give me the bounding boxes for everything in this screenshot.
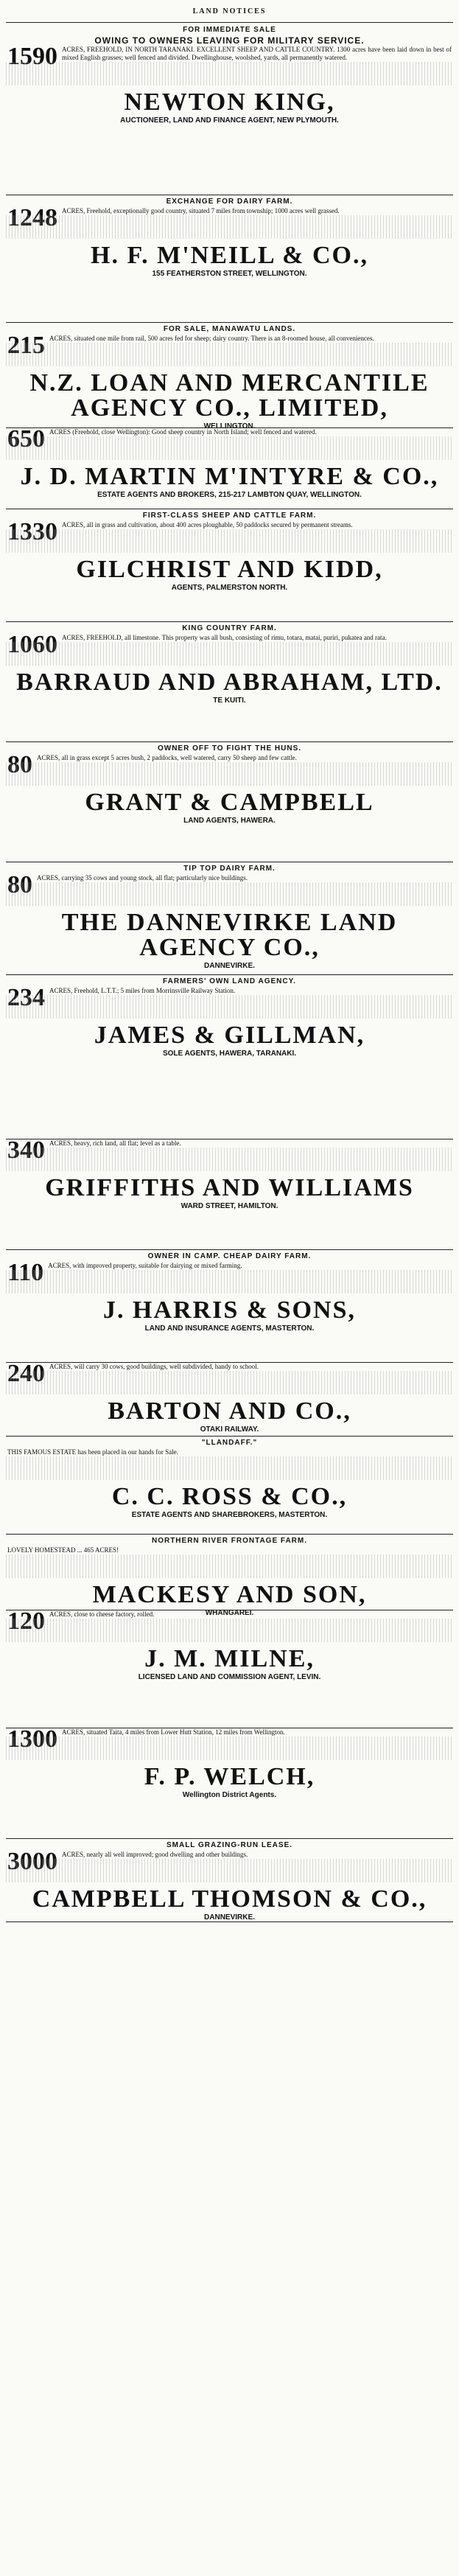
fine-print-block — [6, 1270, 453, 1294]
agent-name: GRANT & CAMPBELL — [85, 789, 374, 816]
fine-print-block — [6, 995, 453, 1019]
ad-text: LOVELY HOMESTEAD ... 465 ACRES! — [7, 1546, 119, 1554]
ad-body — [6, 631, 453, 658]
fine-print-block — [6, 1148, 453, 1171]
ads-column — [6, 26, 453, 1922]
fine-print-block — [6, 1736, 453, 1760]
agent-name: H. F. M'NEILL & CO., — [91, 242, 368, 269]
agent-address: WHANGAREI. — [205, 1609, 254, 1617]
fine-print-block — [6, 215, 453, 239]
agent-name: GILCHRIST AND KIDD, — [76, 556, 383, 583]
ad-heading: TIP TOP DAIRY FARM. — [183, 865, 276, 873]
acreage: 240 — [7, 1360, 45, 1387]
agent-address: LICENSED LAND AND COMMISSION AGENT, LEVIN. — [138, 1673, 321, 1681]
land-ad — [6, 1252, 453, 1363]
ad-text: ACRES, all in grass and cultivation, about 400 acres ploughable, 50 paddocks secured by permanent streams. — [62, 521, 353, 528]
acreage: 1060 — [7, 631, 57, 658]
acreage: 234 — [7, 984, 45, 1011]
ad-heading: "LLANDAFF." — [201, 1439, 258, 1447]
agent-address: AGENTS, PALMERSTON NORTH. — [171, 584, 288, 592]
agent-address: TE KUITI. — [213, 697, 246, 705]
ad-body — [6, 1448, 453, 1456]
agent-address: WELLINGTON. — [203, 422, 256, 430]
ad-text: ACRES, situated one mile from rail, 500 acres fed for sheep; dairy country. There is an 8-roomed house, all conveniences. — [49, 335, 374, 342]
agent-name: MACKESY AND SON, — [92, 1581, 367, 1608]
ad-text: ACRES, Freehold, L.T.T.; 5 miles from Morrinsville Railway Station. — [49, 987, 236, 994]
agent-address: AUCTIONEER, LAND AND FINANCE AGENT, NEW PLYMOUTH. — [120, 116, 339, 125]
ad-body — [6, 425, 453, 453]
ad-text: ACRES, Freehold, exceptionally good country, situated 7 miles from township; 1000 acres well grassed. — [62, 207, 340, 214]
ad-text: ACRES (Freehold, close Wellington): Good sheep country in North Island; well fenced and watered. — [49, 428, 317, 436]
ad-text: ACRES, FREEHOLD, IN NORTH TARANAKI. EXCELLENT SHEEP AND CATTLE COUNTRY. 1300 acres have been laid down in best of mixed English grasses; well fenced and divided. Dwellinghouse, woolshed, yards, all permanently watered. — [62, 46, 452, 61]
ad-body — [6, 1725, 453, 1753]
land-ad — [6, 1360, 453, 1437]
fine-print-block — [6, 1859, 453, 1882]
ad-body — [6, 43, 453, 70]
agent-name: F. P. WELCH, — [144, 1763, 315, 1790]
fine-print-block — [6, 1554, 453, 1578]
ad-text: ACRES, FREEHOLD, all limestone. This property was all bush, consisting of rimu, totara, matai, puriri, pukatea and rata. — [62, 634, 387, 641]
acreage: 80 — [7, 751, 32, 778]
acreage: 215 — [7, 332, 45, 359]
ad-text: ACRES, with improved property, suitable for dairying or mixed farming. — [48, 1262, 242, 1269]
land-ad — [6, 865, 453, 975]
ad-text: ACRES, situated Taita, 4 miles from Lower Hutt Station, 12 miles from Wellington. — [62, 1728, 285, 1736]
fine-print-block — [6, 1456, 453, 1480]
ad-body — [6, 518, 453, 545]
acreage: 120 — [7, 1608, 45, 1635]
land-ad — [6, 325, 453, 428]
ad-body — [6, 1360, 453, 1387]
land-ad — [6, 624, 453, 742]
ad-heading: SMALL GRAZING-RUN LEASE. — [166, 1841, 293, 1849]
ad-body — [6, 1137, 453, 1164]
ad-heading: NORTHERN RIVER FRONTAGE FARM. — [151, 1537, 308, 1545]
agent-name: J. D. MARTIN M'INTYRE & CO., — [20, 463, 439, 490]
ad-body — [6, 751, 453, 778]
acreage: 1248 — [7, 204, 57, 231]
agent-name: CAMPBELL THOMSON & CO., — [32, 1885, 427, 1913]
agent-address: Wellington District Agents. — [182, 1791, 277, 1799]
agent-address: 155 FEATHERSTON STREET, WELLINGTON. — [152, 270, 307, 278]
agent-name: J. M. MILNE, — [144, 1645, 315, 1672]
agent-address: WARD STREET, HAMILTON. — [181, 1202, 278, 1210]
ad-text: THIS FAMOUS ESTATE has been placed in our hands for Sale. — [7, 1448, 178, 1456]
acreage: 110 — [7, 1259, 44, 1286]
land-ad — [6, 977, 453, 1139]
ad-text: ACRES, carrying 35 cows and young stock, all flat; particularly nice buildings. — [37, 874, 248, 882]
agent-name: JAMES & GILLMAN, — [94, 1022, 365, 1049]
ad-text: ACRES, all in grass except 5 acres bush, 2 paddocks, well watered, carry 50 sheep and few cattle. — [37, 754, 297, 761]
ad-heading: FOR IMMEDIATE SALE — [183, 26, 276, 34]
ad-text: ACRES, close to cheese factory, rolled. — [49, 1610, 155, 1618]
land-ad — [6, 425, 453, 509]
agent-address: LAND AND INSURANCE AGENTS, MASTERTON. — [144, 1324, 315, 1333]
acreage: 1300 — [7, 1725, 57, 1753]
ad-body — [6, 871, 453, 898]
land-ad — [6, 26, 453, 195]
agent-address: DANNEVIRKE. — [204, 1913, 255, 1921]
ad-body — [6, 1608, 453, 1635]
fine-print-block — [6, 343, 453, 366]
ad-body — [6, 1259, 453, 1286]
land-ad — [6, 512, 453, 622]
fine-print-block — [6, 642, 453, 666]
ad-text: ACRES, nearly all well improved; good dwelling and other buildings. — [62, 1851, 248, 1858]
land-ad — [6, 1610, 453, 1728]
acreage: 340 — [7, 1137, 45, 1164]
agent-address: SOLE AGENTS, HAWERA, TARANAKI. — [162, 1050, 297, 1058]
acreage: 3000 — [7, 1848, 57, 1875]
ad-body — [6, 984, 453, 1011]
fine-print-block — [6, 1371, 453, 1395]
fine-print-block — [6, 882, 453, 906]
land-ad — [6, 1725, 453, 1839]
acreage: 1330 — [7, 518, 57, 545]
agent-name: N.Z. LOAN AND MERCANTILE AGENCY CO., LIMITED, — [29, 369, 430, 422]
land-ad — [6, 198, 453, 323]
ad-heading: FOR SALE, MANAWATU LANDS. — [163, 325, 296, 333]
ad-heading: FARMERS' OWN LAND AGENCY. — [163, 977, 296, 985]
ad-text: ACRES, heavy, rich land, all flat; level as a table. — [49, 1139, 181, 1147]
ad-heading: OWNER IN CAMP. CHEAP DAIRY FARM. — [147, 1252, 312, 1260]
land-ad — [6, 1439, 453, 1535]
ad-body — [6, 332, 453, 359]
ad-heading: KING COUNTRY FARM. — [182, 624, 277, 632]
fine-print-block — [6, 762, 453, 786]
ad-body — [6, 1546, 453, 1554]
ad-body — [6, 1848, 453, 1875]
agent-address: ESTATE AGENTS AND SHAREBROKERS, MASTERTON. — [131, 1511, 328, 1519]
agent-address: DANNEVIRKE. — [204, 962, 255, 970]
ad-text: ACRES, will carry 30 cows, good buildings, well subdivided, handy to school. — [49, 1363, 259, 1370]
agent-address: LAND AGENTS, HAWERA. — [183, 817, 276, 825]
agent-name: NEWTON KING, — [124, 88, 335, 116]
agent-name: J. HARRIS & SONS, — [103, 1296, 356, 1324]
fine-print-block — [6, 436, 453, 460]
agent-address: ESTATE AGENTS AND BROKERS, 215-217 LAMBTON QUAY, WELLINGTON. — [97, 491, 362, 499]
land-ad — [6, 1139, 453, 1250]
land-ad — [6, 744, 453, 862]
ad-heading: EXCHANGE FOR DAIRY FARM. — [166, 198, 293, 206]
agent-name: BARTON AND CO., — [108, 1397, 351, 1425]
agent-name: BARRAUD AND ABRAHAM, LTD. — [16, 669, 443, 696]
agent-name: THE DANNEVIRKE LAND AGENCY CO., — [61, 909, 398, 961]
ad-heading: OWNER OFF TO FIGHT THE HUNS. — [157, 744, 302, 753]
fine-print-block — [6, 1619, 453, 1642]
agent-name: GRIFFITHS AND WILLIAMS — [45, 1174, 414, 1201]
acreage: 650 — [7, 425, 45, 453]
agent-address: OTAKI RAILWAY. — [200, 1425, 259, 1434]
acreage: 80 — [7, 871, 32, 898]
agent-name: C. C. ROSS & CO., — [111, 1483, 348, 1510]
fine-print-block — [6, 62, 453, 85]
ad-body — [6, 204, 453, 231]
ad-title: OWING TO OWNERS LEAVING FOR MILITARY SERVICE. — [94, 35, 365, 46]
ad-heading: FIRST-CLASS SHEEP AND CATTLE FARM. — [142, 512, 317, 520]
land-ad — [6, 1841, 453, 1922]
divider — [6, 22, 453, 23]
masthead: LAND NOTICES — [192, 7, 267, 15]
acreage: 1590 — [7, 43, 57, 70]
fine-print-block — [6, 529, 453, 553]
